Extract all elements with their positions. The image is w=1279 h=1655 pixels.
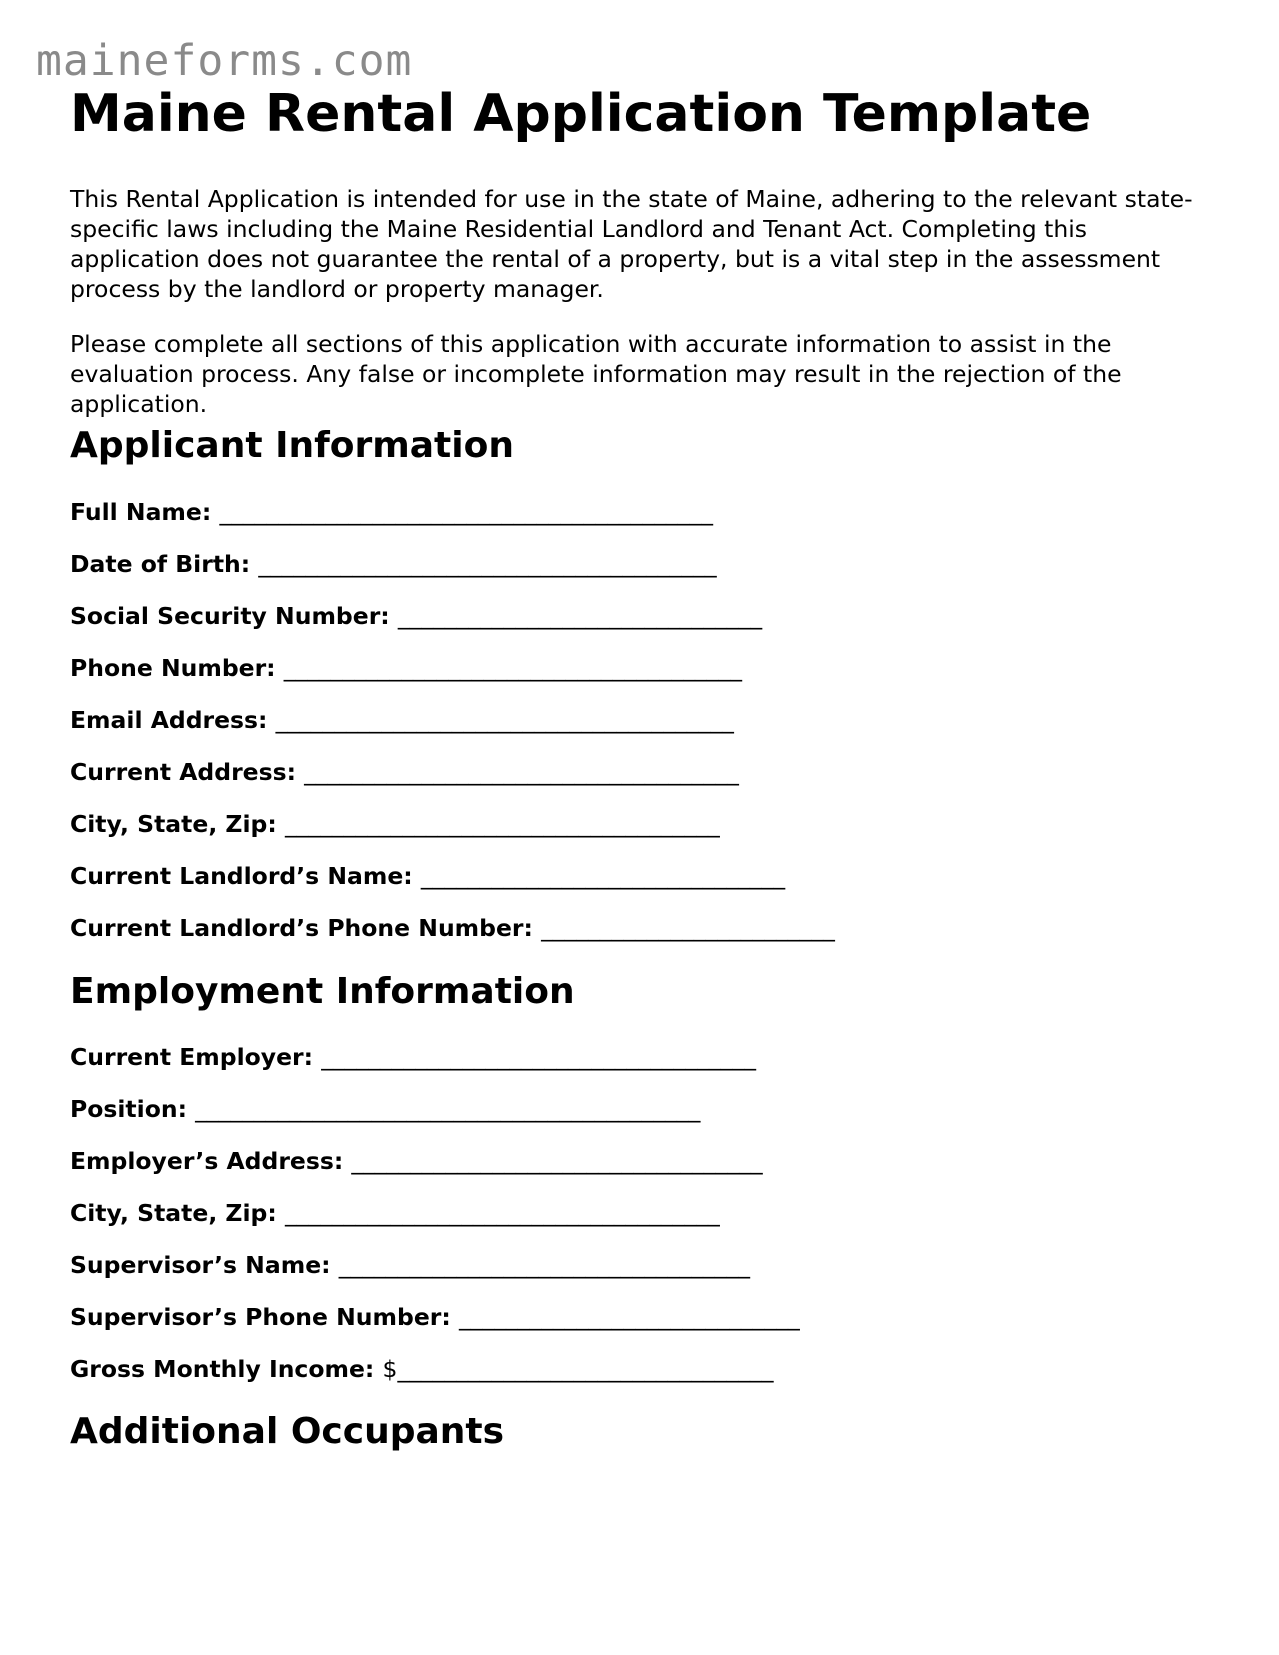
field-phone-number[interactable] [70,654,743,682]
section-heading-employment: Employment Information [70,971,575,1012]
fill-line[interactable]: _________________________ [541,914,835,942]
fill-line[interactable]: _____________________________________ [284,1199,720,1227]
field-label: City, State, Zip: [70,810,277,838]
field-label: Employer’s Address: [70,1147,344,1175]
fill-line[interactable]: _____________________________ [458,1303,800,1331]
field-gross-monthly-income[interactable] [70,1355,774,1383]
field-label: Phone Number: [70,654,276,682]
fill-line[interactable]: _____________________________________ [304,758,739,786]
instructions-paragraph: Please complete all sections of this application with accurate information to assist in the evaluation process. Any false or incomplete information may result in the rejection of the application. [70,330,1122,418]
field-label: Date of Birth: [70,550,251,578]
fill-line[interactable]: ___________________________________ [338,1251,750,1279]
field-employer-address[interactable] [70,1147,763,1175]
field-label: City, State, Zip: [70,1199,277,1227]
field-date-of-birth[interactable] [70,550,717,578]
fill-line[interactable]: _____________________________________ [284,810,720,838]
field-city-state-zip[interactable] [70,810,720,838]
section-heading-occupants: Additional Occupants [70,1411,505,1452]
field-email-address[interactable] [70,706,734,734]
fill-line[interactable]: _____________________________________ [321,1043,756,1071]
fill-line[interactable]: ___________________________________________ [195,1095,701,1123]
field-current-address[interactable] [70,758,739,786]
intro-paragraph: This Rental Application is intended for use in the state of Maine, adhering to the relevant state-specific laws including the Maine Residential Landlord and Tenant Act. Completing this application does not guarantee the rental of a property, but is a vital step in the assessment process by the landlord or property manager. [70,185,1193,303]
field-label: Current Landlord’s Phone Number: [70,914,533,942]
field-supervisor-name[interactable] [70,1251,750,1279]
fill-line[interactable]: _______________________________ [397,602,763,630]
field-label: Gross Monthly Income: [70,1355,375,1383]
fill-line[interactable]: _______________________________________ [283,654,743,682]
field-employer-city-state-zip[interactable] [70,1199,720,1227]
field-label: Supervisor’s Name: [70,1251,331,1279]
field-current-landlord-name[interactable] [70,862,786,890]
field-label: Email Address: [70,706,268,734]
fill-line[interactable]: _______________________________ [420,862,786,890]
field-supervisor-phone[interactable] [70,1303,800,1331]
currency-prefix: $ [382,1355,398,1383]
field-label: Current Address: [70,758,296,786]
fill-line[interactable]: _______________________________________ [275,706,734,734]
field-label: Current Employer: [70,1043,314,1071]
section-heading-applicant: Applicant Information [70,425,514,466]
field-current-employer[interactable] [70,1043,756,1071]
fill-line[interactable]: _______________________________________ [258,550,717,578]
field-social-security-number[interactable] [70,602,763,630]
field-full-name[interactable] [70,498,713,526]
fill-line[interactable]: __________________________________________ [219,498,713,526]
field-position[interactable] [70,1095,701,1123]
fill-line[interactable]: ________________________________ [397,1355,774,1383]
field-label: Supervisor’s Phone Number: [70,1303,451,1331]
field-label: Position: [70,1095,187,1123]
field-label: Current Landlord’s Name: [70,862,413,890]
field-label: Social Security Number: [70,602,390,630]
fill-line[interactable]: ___________________________________ [351,1147,763,1175]
field-current-landlord-phone[interactable] [70,914,835,942]
site-watermark: maineforms.com [36,36,413,86]
page-title: Maine Rental Application Template [70,84,1092,144]
field-label: Full Name: [70,498,212,526]
